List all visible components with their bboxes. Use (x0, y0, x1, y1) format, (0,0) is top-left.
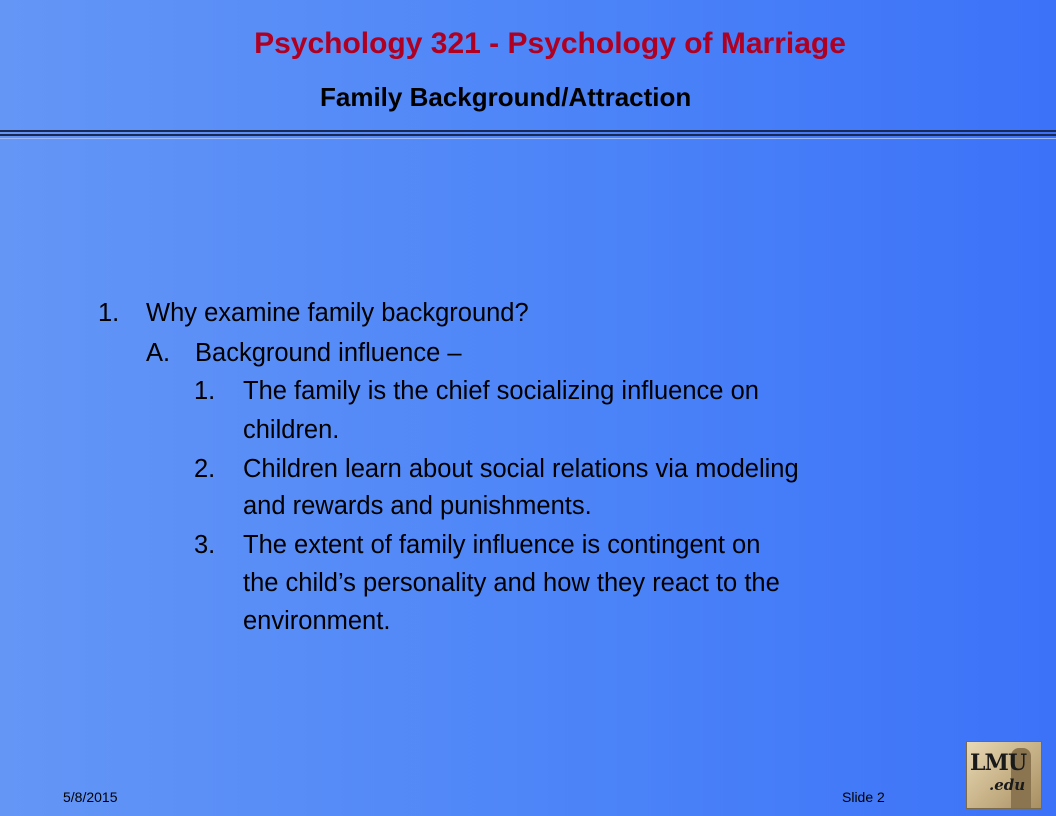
lmu-logo (966, 741, 1042, 809)
slide-subtitle: Family Background/Attraction (320, 82, 692, 112)
point-3-line-3: environment. (243, 607, 391, 635)
logo-subtext: .edu (989, 776, 1026, 794)
slide-title: Psychology 321 - Psychology of Marriage (254, 27, 846, 60)
point-number-2: 2. (194, 455, 216, 483)
outline-letter-a: A. (146, 339, 171, 367)
point-3-line-1: The extent of family influence is contingent on (243, 531, 761, 559)
point-2-line-2: and rewards and punishments. (243, 492, 592, 520)
point-1-line-1: The family is the chief socializing influence on (243, 377, 759, 405)
point-1-line-2: children. (243, 416, 340, 444)
footer-date: 5/8/2015 (63, 789, 118, 805)
point-number-1: 1. (194, 377, 216, 405)
point-2-line-1: Children learn about social relations via modeling (243, 455, 799, 483)
outline-item-1: Why examine family background? (146, 299, 529, 327)
logo-text: LMU (970, 750, 1027, 776)
slide-number: Slide 2 (842, 789, 885, 805)
point-number-3: 3. (194, 531, 216, 559)
outline-item-a: Background influence – (195, 339, 462, 367)
point-3-line-2: the child’s personality and how they react to the (243, 569, 780, 597)
outline-number-1: 1. (98, 299, 120, 327)
